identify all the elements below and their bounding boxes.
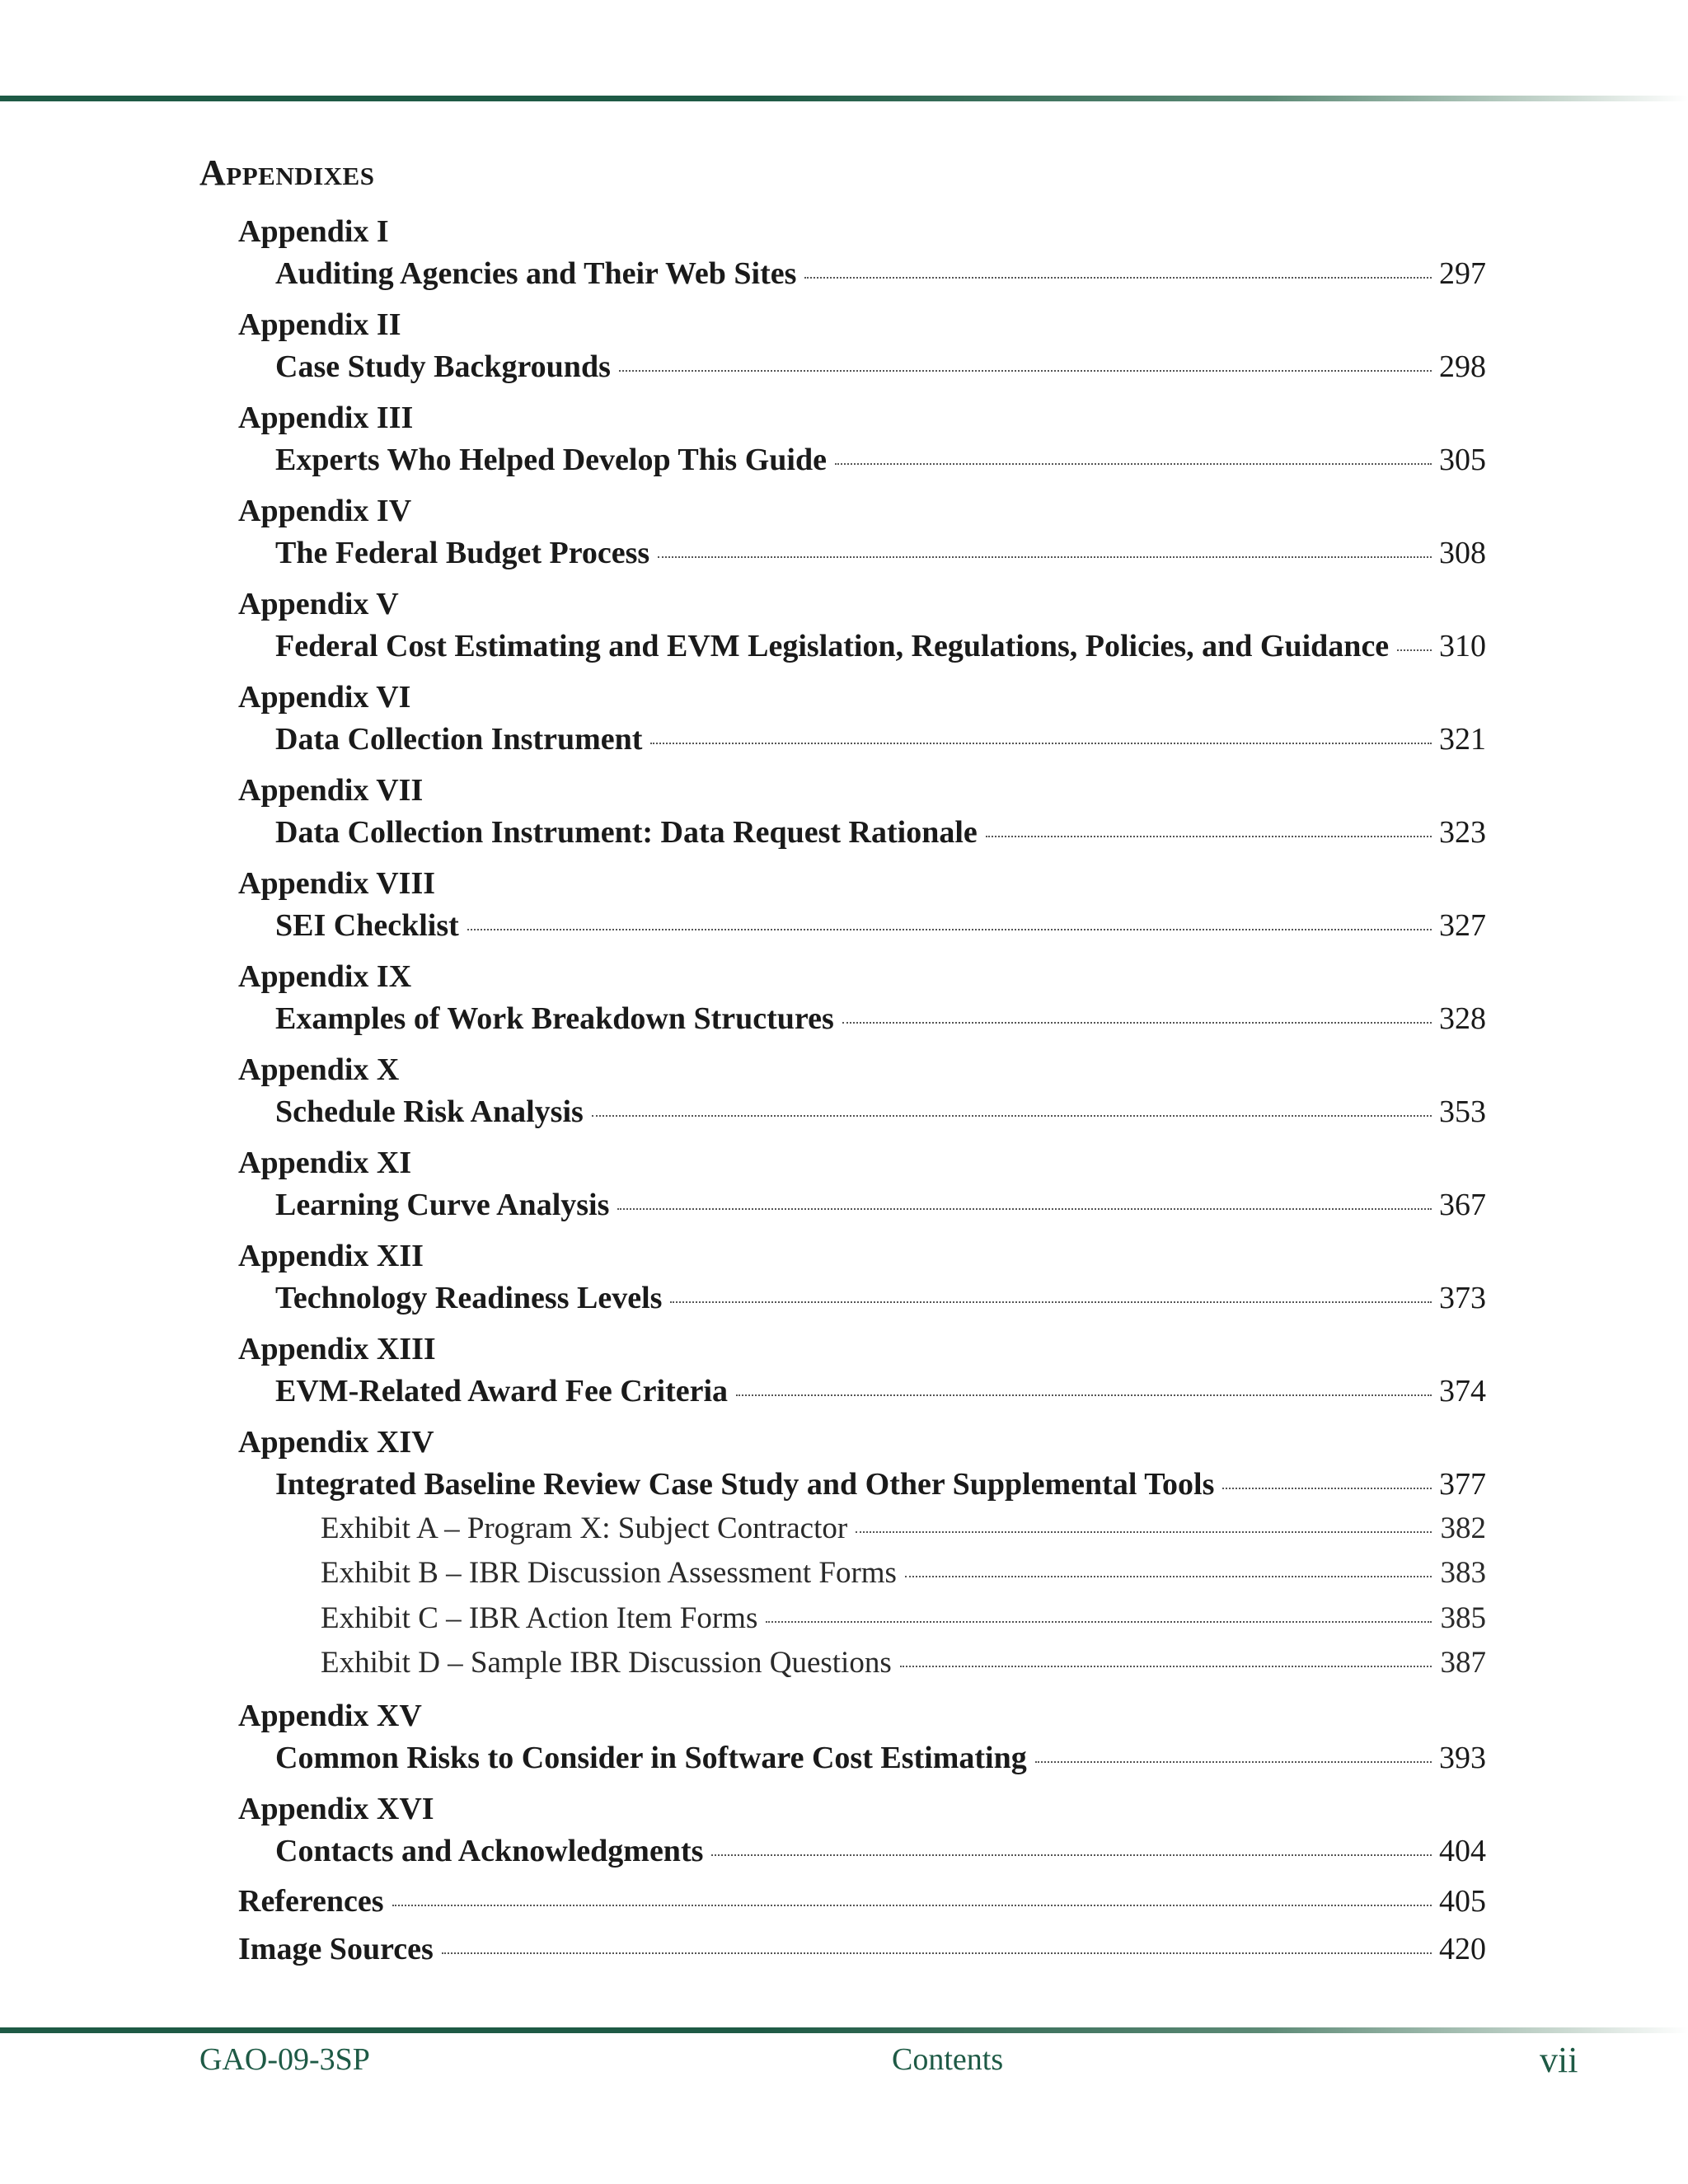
- appendix-label: Appendix X: [238, 1052, 400, 1087]
- dot-leader: [619, 370, 1432, 372]
- toc-entry-title: Experts Who Helped Develop This Guide: [275, 443, 827, 477]
- toc-exhibit-entry[interactable]: [321, 1647, 1486, 1678]
- toc-entry[interactable]: [275, 817, 1486, 848]
- toc-entry-page: 420: [1439, 1932, 1486, 1966]
- toc-entry[interactable]: [275, 1189, 1486, 1221]
- appendix-label: Appendix XIV: [238, 1425, 434, 1460]
- toc-exhibit-page: 383: [1440, 1556, 1486, 1590]
- toc-entry-title: Case Study Backgrounds: [275, 349, 611, 384]
- toc-entry[interactable]: [275, 537, 1486, 569]
- footer-section-title: Contents: [892, 2042, 1004, 2077]
- appendix-label: Appendix XI: [238, 1146, 412, 1180]
- appendix-label: Appendix XIII: [238, 1332, 436, 1366]
- toc-exhibit-entry[interactable]: [321, 1558, 1486, 1588]
- appendix-label: Appendix VI: [238, 680, 411, 715]
- toc-entry-title: Examples of Work Breakdown Structures: [275, 1001, 834, 1036]
- dot-leader: [986, 836, 1432, 837]
- footer-page-number: vii: [1540, 2040, 1578, 2080]
- appendix-label: Appendix VIII: [238, 866, 436, 901]
- header-rule: [0, 96, 1688, 101]
- dot-leader: [1222, 1488, 1432, 1489]
- toc-entry[interactable]: [275, 351, 1486, 382]
- footer-report-number: GAO-09-3SP: [199, 2042, 370, 2077]
- dot-leader: [905, 1576, 1432, 1577]
- toc-entry-page: 327: [1439, 908, 1486, 943]
- toc-exhibit-entry[interactable]: [321, 1603, 1486, 1633]
- toc-entry-title: Data Collection Instrument: Data Request Rationale: [275, 815, 978, 850]
- dot-leader: [467, 929, 1432, 930]
- toc-entry-page: 310: [1439, 629, 1486, 663]
- dot-leader: [442, 1952, 1432, 1954]
- dot-leader: [617, 1208, 1432, 1210]
- appendix-label: Appendix V: [238, 587, 399, 621]
- dot-leader: [1397, 649, 1432, 651]
- toc-entry-title: References: [238, 1884, 384, 1919]
- toc-entry-page: 298: [1439, 349, 1486, 384]
- dot-leader: [711, 1854, 1432, 1856]
- appendix-label: Appendix III: [238, 401, 414, 435]
- toc-entry-page: 393: [1439, 1741, 1486, 1775]
- toc-entry[interactable]: [275, 1282, 1486, 1314]
- toc-entry-page: 305: [1439, 443, 1486, 477]
- appendix-label: Appendix XII: [238, 1239, 424, 1273]
- toc-exhibit-title: Exhibit A – Program X: Subject Contractor: [321, 1511, 848, 1545]
- toc-entry[interactable]: [275, 1003, 1486, 1034]
- toc-exhibit-title: Exhibit D – Sample IBR Discussion Questions: [321, 1646, 892, 1680]
- toc-entry-title: Image Sources: [238, 1932, 434, 1966]
- toc-entry-page: 328: [1439, 1001, 1486, 1036]
- dot-leader: [766, 1621, 1432, 1623]
- toc-entry-references[interactable]: [238, 1886, 1486, 1917]
- toc-exhibit-page: 382: [1440, 1511, 1486, 1545]
- dot-leader: [736, 1394, 1432, 1396]
- toc-entry-page: 308: [1439, 536, 1486, 570]
- dot-leader: [592, 1115, 1432, 1117]
- toc-entry-title: Data Collection Instrument: [275, 722, 643, 757]
- toc-entry[interactable]: [275, 1742, 1486, 1774]
- toc-entry-page: 404: [1439, 1834, 1486, 1868]
- toc-entry[interactable]: [275, 258, 1486, 289]
- appendix-label: Appendix XVI: [238, 1792, 434, 1826]
- toc-exhibit-page: 385: [1440, 1601, 1486, 1635]
- dot-leader: [392, 1905, 1432, 1906]
- footer-rule: [0, 2027, 1688, 2033]
- section-heading: Appendixes: [199, 152, 375, 193]
- toc-exhibit-entry[interactable]: [321, 1513, 1486, 1544]
- appendix-label: Appendix IV: [238, 494, 412, 528]
- toc-entry[interactable]: [275, 1096, 1486, 1127]
- appendix-label: Appendix VII: [238, 773, 424, 808]
- toc-entry[interactable]: [275, 444, 1486, 476]
- dot-leader: [804, 277, 1432, 279]
- toc-entry-page: 405: [1439, 1884, 1486, 1919]
- toc-entry-title: Learning Curve Analysis: [275, 1188, 610, 1222]
- toc-entry-page: 321: [1439, 722, 1486, 757]
- toc-entry-page: 367: [1439, 1188, 1486, 1222]
- toc-entry[interactable]: [275, 910, 1486, 941]
- dot-leader: [670, 1301, 1432, 1303]
- toc-entry-page: 297: [1439, 256, 1486, 291]
- dot-leader: [658, 556, 1432, 558]
- toc-entry[interactable]: [275, 724, 1486, 755]
- toc-entry-page: 323: [1439, 815, 1486, 850]
- toc-entry-title: Schedule Risk Analysis: [275, 1094, 584, 1129]
- toc-entry-title: Federal Cost Estimating and EVM Legislation, Regulations, Policies, and Guidance: [275, 629, 1390, 663]
- toc-entry-title: Common Risks to Consider in Software Cost Estimating: [275, 1741, 1027, 1775]
- toc-entry-title: Integrated Baseline Review Case Study and Other Supplemental Tools: [275, 1467, 1215, 1502]
- toc-entry-page: 377: [1439, 1467, 1486, 1502]
- toc-entry-page: 353: [1439, 1094, 1486, 1129]
- toc-exhibit-title: Exhibit C – IBR Action Item Forms: [321, 1601, 758, 1635]
- toc-entry-title: The Federal Budget Process: [275, 536, 650, 570]
- toc-entry-title: EVM-Related Award Fee Criteria: [275, 1374, 729, 1408]
- appendix-label: Appendix XV: [238, 1699, 422, 1733]
- dot-leader: [900, 1666, 1432, 1667]
- toc-entry[interactable]: [275, 630, 1486, 662]
- appendix-label: Appendix IX: [238, 959, 412, 994]
- toc-entry-title: SEI Checklist: [275, 908, 459, 943]
- dot-leader: [856, 1531, 1432, 1533]
- dot-leader: [835, 463, 1432, 465]
- toc-entry-page: 373: [1439, 1281, 1486, 1315]
- toc-entry-title: Auditing Agencies and Their Web Sites: [275, 256, 797, 291]
- dot-leader: [650, 743, 1432, 744]
- toc-entry[interactable]: [275, 1376, 1486, 1407]
- dot-leader: [842, 1022, 1432, 1024]
- dot-leader: [1035, 1761, 1432, 1763]
- appendix-label: Appendix II: [238, 307, 401, 342]
- toc-exhibit-title: Exhibit B – IBR Discussion Assessment Forms: [321, 1556, 897, 1590]
- toc-entry-page: 374: [1439, 1374, 1486, 1408]
- toc-exhibit-page: 387: [1440, 1646, 1486, 1680]
- appendix-label: Appendix I: [238, 214, 389, 249]
- toc-entry-title: Contacts and Acknowledgments: [275, 1834, 704, 1868]
- toc-entry[interactable]: [275, 1835, 1486, 1867]
- toc-entry[interactable]: [275, 1469, 1486, 1500]
- toc-entry-title: Technology Readiness Levels: [275, 1281, 663, 1315]
- toc-entry-image-sources[interactable]: [238, 1933, 1486, 1965]
